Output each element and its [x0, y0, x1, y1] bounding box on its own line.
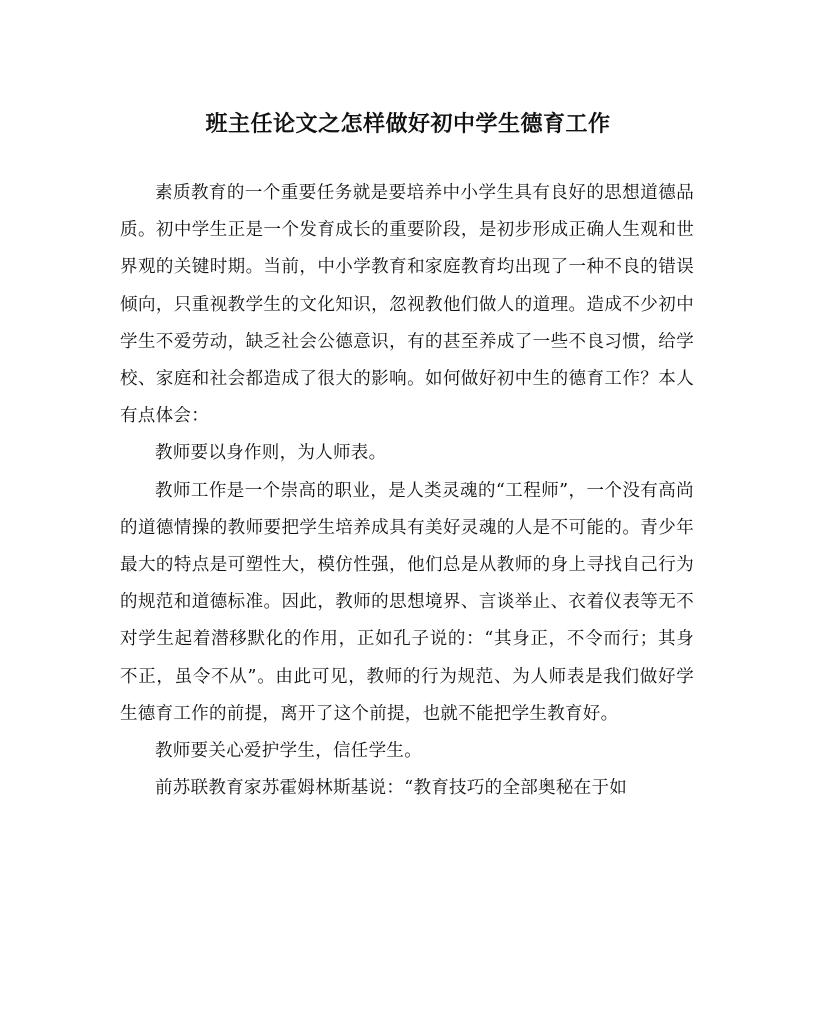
paragraph-intro: 素质教育的一个重要任务就是要培养中小学生具有良好的思想道德品质。初中学生正是一个发育成长的重要阶段，是初步形成正确人生观和世界观的关键时期。当前，中小学教育和家庭教育均出现了一种不良的错误倾向，只重视教学生的文化知识，忽视教他们做人的道理。造成不少初中学生不爱劳动，缺乏社会公德意识，有的甚至养成了一些不良习惯，给学校、家庭和社会都造成了很大的影响。如何做好初中生的德育工作？本人有点体会：	[120, 183, 694, 427]
paragraph-heading-care: 教师要关心爱护学生，信任学生。	[155, 741, 422, 762]
paragraph-quote: 前苏联教育家苏霍姆林斯基说：“教育技巧的全部奥秘在于如	[155, 778, 628, 799]
paragraph-role-model: 教师工作是一个崇高的职业，是人类灵魂的“工程师”，一个没有高尚的道德情操的教师要把学生培养成具有美好灵魂的人是不可能的。青少年最大的特点是可塑性大，模仿性强，他们总是从教师的身上寻找自己行为的规范和道德标准。因此，教师的思想境界、言谈举止、衣着仪表等无不对学生起着潜移默化的作用，正如孔子说的：“其身正，不令而行；其身不正，虽令不从”。由此可见，教师的行为规范、为人师表是我们做好学生德育工作的前提，离开了这个前提，也就不能把学生教育好。	[120, 480, 694, 724]
document-title: 班主任论文之怎样做好初中学生德育工作	[205, 111, 611, 137]
document-body	[120, 175, 694, 807]
paragraph-heading-role-model: 教师要以身作则，为人师表。	[155, 443, 387, 464]
